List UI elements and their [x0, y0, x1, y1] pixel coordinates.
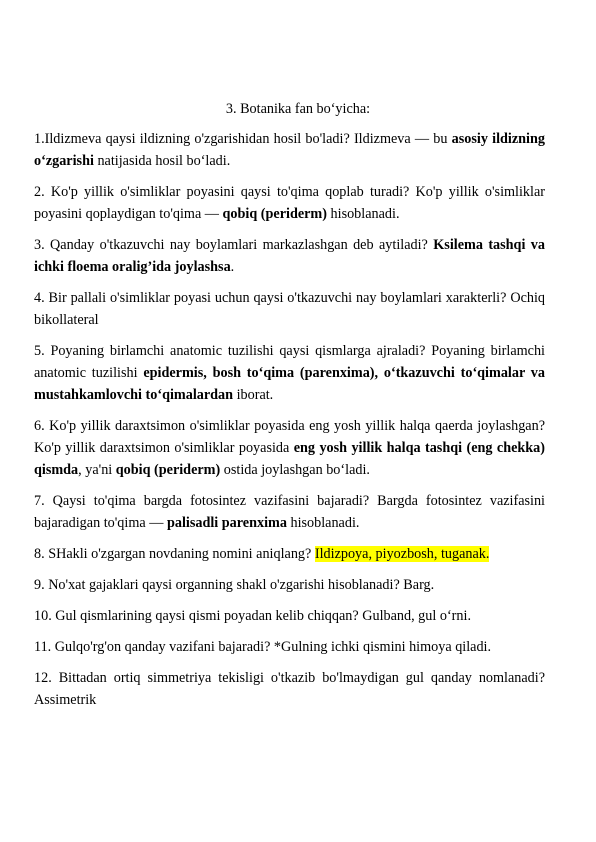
answer-tail: hisoblanadi.	[326, 206, 400, 222]
section-title: 3. Botanika fan bo‘yicha:	[225, 101, 371, 117]
answer-tail: ostida joylashgan bo‘ladi.	[220, 462, 370, 478]
answer-bold: epidermis, bosh to‘qima (parenxima), o‘tkazuvchi to‘qimalar va mustahkamlovchi to‘qimalardan	[34, 365, 545, 403]
question-text: 9. No'xat gajaklari qaysi organning shakl o'zgarishi hisoblanadi? Barg.	[34, 577, 435, 593]
qa-item-8	[34, 543, 545, 565]
qa-item-7	[34, 490, 545, 534]
answer-tail: hisoblanadi.	[286, 515, 360, 531]
question-text: 4. Bir pallali o'simliklar poyasi uchun qaysi o'tkazuvchi nay boylamlari xarakterli? Ochiq bikollateral	[34, 290, 545, 328]
qa-item-4	[34, 287, 545, 331]
qa-item-1	[34, 128, 545, 172]
answer-bold: palisadli parenxima	[166, 515, 287, 531]
answer-bold: Ksilema tashqi va ichki floema oralig’ida joylashsa	[34, 237, 545, 275]
question-text: 6. Ko'p yillik daraxtsimon o'simliklar poyasida eng yosh yillik halqa qaerda joylashgan? Ko'p yillik daraxtsimon o'simliklar poyasida	[34, 418, 545, 456]
question-text: 3. Qanday o'tkazuvchi nay boylamlari markazlashgan deb aytiladi?	[34, 237, 434, 253]
question-text: 10. Gul qismlarining qaysi qismi poyadan kelib chiqqan? Gulband, gul o‘rni.	[34, 608, 471, 624]
question-text: 8. SHakli o'zgargan novdaning nomini aniqlang?	[34, 546, 315, 562]
question-text: 5. Poyaning birlamchi anatomic tuzilishi qaysi qismlarga ajraladi? Poyaning birlamchi anatomic tuzilishi	[34, 343, 545, 381]
answer-tail: .	[230, 259, 235, 275]
question-text: 1.Ildizmeva qaysi ildizning o'zgarishidan hosil bo'ladi? Ildizmeva — bu	[34, 131, 452, 147]
answer-tail: natijasida hosil bo‘ladi.	[93, 153, 231, 169]
qa-item-2	[34, 181, 545, 225]
qa-item-6	[34, 415, 545, 481]
highlighted-answer: Ildizpoya, piyozbosh, tuganak.	[314, 546, 490, 562]
answer-mid: , ya'ni	[78, 462, 116, 478]
question-text: 12. Bittadan ortiq simmetriya tekisligi o'tkazib bo'lmaydigan gul qanday nomlanadi? Assimetrik	[34, 670, 545, 708]
qa-list	[34, 128, 545, 720]
qa-item-3	[34, 234, 545, 278]
question-text: 11. Gulqo'rg'on qanday vazifani bajaradi? *Gulning ichki qismini himoya qiladi.	[34, 639, 492, 655]
answer-bold: asosiy ildizning o‘zgarishi	[34, 131, 545, 169]
qa-item-5	[34, 340, 545, 406]
question-text: 2. Ko'p yillik o'simliklar poyasini qaysi to'qima qoplab turadi? Ko'p yillik o'simliklar poyasini qoplaydigan to'qima —	[34, 184, 545, 222]
qa-item-9	[34, 574, 545, 596]
qa-item-10	[34, 605, 545, 627]
answer-tail: iborat.	[233, 387, 274, 403]
answer-bold: eng yosh yillik halqa tashqi (eng chekka) qismda	[34, 440, 545, 478]
question-text: 7. Qaysi to'qima bargda fotosintez vazifasini bajaradi? Bargda fotosintez vazifasini bajaradigan to'qima —	[34, 493, 545, 531]
answer-bold-2: qobiq (periderm)	[115, 462, 221, 478]
answer-bold: qobiq (periderm)	[222, 206, 327, 222]
qa-item-11	[34, 636, 545, 658]
qa-item-12	[34, 667, 545, 711]
